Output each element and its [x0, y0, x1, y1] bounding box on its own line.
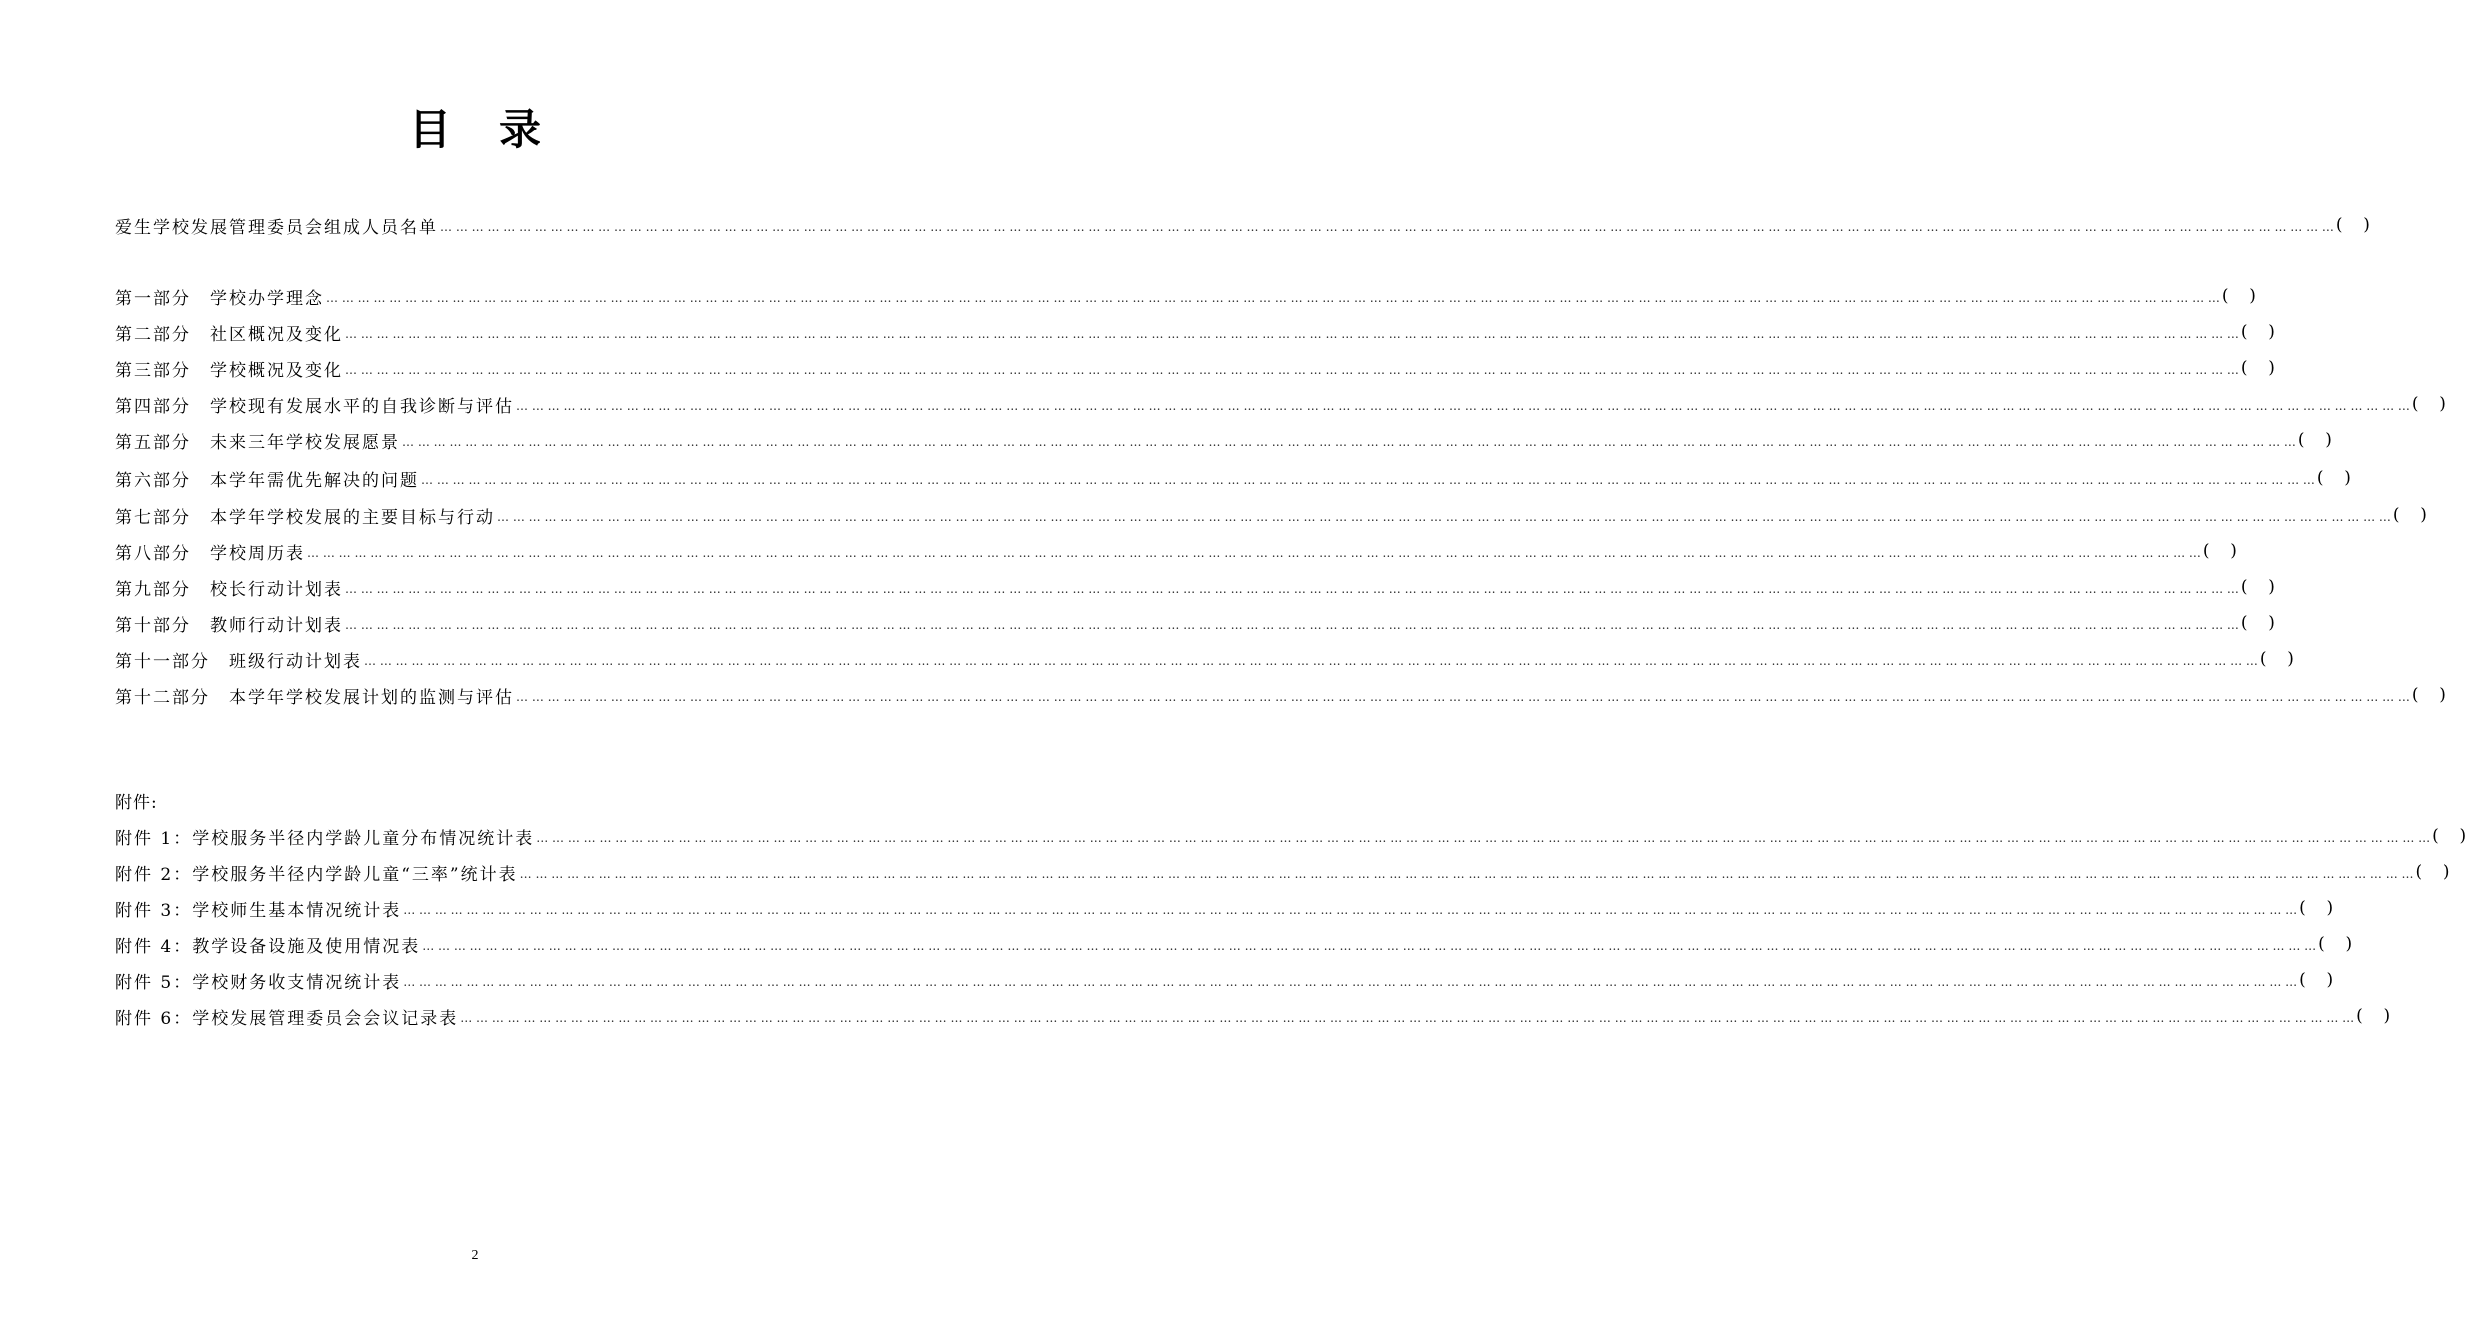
toc-entry	[115, 535, 2237, 567]
page-ref-parentheses	[2299, 898, 2333, 918]
toc-entry	[115, 679, 2446, 711]
toc-entry-section: 第八部分	[115, 543, 210, 564]
toc-entry-section: 附件 5：	[115, 972, 193, 993]
toc-entry-title: 教学设备设施及使用情况表	[192, 936, 421, 957]
toc-entry-title: 学校办学理念	[210, 288, 324, 309]
page-ref-parentheses	[2336, 215, 2370, 235]
toc-entry-section: 第一部分	[115, 288, 210, 309]
toc-entry-title: 未来三年学校发展愿景	[210, 432, 400, 453]
toc-entry-section: 第四部分	[115, 396, 210, 417]
paren-open: (	[2356, 1006, 2363, 1026]
paren-close: )	[2268, 322, 2275, 342]
paren-close: )	[2268, 577, 2275, 597]
toc-entry	[115, 280, 2256, 312]
dot-leader: … … … … … … … … … … … … … … … … … … … … … … … … … … … … … … … … … … … … … … … … … … … … … … … … … … … … … … … … … … … … … … … … … … … … … … … … … … … … … … … … … … … … … … … … … … … … … … … … … … … … … … … … … … … … … … … … … … … … … … … …	[403, 903, 2298, 917]
page-ref-parentheses	[2203, 541, 2237, 561]
paren-open: (	[2432, 826, 2439, 846]
paren-open: (	[2318, 934, 2325, 954]
page-ref-parentheses	[2298, 430, 2332, 450]
toc-entry-title: 本学年学校发展的主要目标与行动	[210, 507, 495, 528]
toc-entry	[115, 892, 2334, 924]
page-ref-parentheses	[2241, 358, 2275, 378]
page-title: 目录	[408, 105, 589, 154]
page-ref-parentheses	[2412, 394, 2446, 414]
dot-leader: … … … … … … … … … … … … … … … … … … … … … … … … … … … … … … … … … … … … … … … … … … … … … … … … … … … … … … … … … … … … … … … … … … … … … … … … … … … … … … … … … … … … … … … … … … … … … … … … … … … … … … … … … … … … … … … … … … … … … … … …	[345, 618, 2239, 632]
toc-entry	[115, 571, 2275, 603]
toc-entry-title: 本学年需优先解决的问题	[210, 470, 419, 491]
toc-entry-section: 第七部分	[115, 507, 210, 528]
paren-close: )	[2363, 215, 2370, 235]
page-ref-parentheses	[2412, 685, 2446, 705]
toc-entry	[115, 388, 2446, 420]
page-number: 2	[471, 1248, 479, 1263]
toc-entry-title: 学校师生基本情况统计表	[192, 900, 402, 921]
paren-close: )	[2326, 898, 2334, 918]
toc-entry	[115, 1000, 2391, 1032]
paren-close: )	[2268, 358, 2275, 378]
toc-entry-title: 学校财务收支情况统计表	[192, 972, 402, 993]
paren-close: )	[2344, 468, 2351, 488]
dot-leader: … … … … … … … … … … … … … … … … … … … … … … … … … … … … … … … … … … … … … … … … … … … … … … … … … … … … … … … … … … … … … … … … … … … … … … … … … … … … … … … … … … … … … … … … … … … … … … … … … … … … … … … … … … … … … … … … … … … … … … … …	[402, 435, 2296, 449]
toc-entry	[115, 643, 2294, 675]
paren-open: (	[2240, 358, 2248, 378]
toc-entry	[115, 964, 2334, 996]
page-ref-parentheses	[2318, 934, 2352, 954]
paren-open: (	[2221, 286, 2229, 306]
toc-entry-section: 附件 4：	[115, 936, 193, 957]
paren-open: (	[2335, 215, 2343, 235]
paren-open: (	[2240, 613, 2248, 633]
page-ref-parentheses	[2241, 577, 2275, 597]
dot-leader: … … … … … … … … … … … … … … … … … … … … … … … … … … … … … … … … … … … … … … … … … … … … … … … … … … … … … … … … … … … … … … … … … … … … … … … … … … … … … … … … … … … … … … … … … … … … … … … … … … … … … … … … … … … … … … … … … … … … … … … …	[516, 690, 2410, 704]
page-ref-parentheses	[2299, 970, 2333, 990]
toc-entry-title: 班级行动计划表	[229, 651, 362, 672]
toc-entry-title: 学校服务半径内学龄儿童分布情况统计表	[192, 828, 535, 849]
paren-open: (	[2411, 394, 2419, 414]
dot-leader: … … … … … … … … … … … … … … … … … … … … … … … … … … … … … … … … … … … … … … … … … … … … … … … … … … … … … … … … … … … … … … … … … … … … … … … … … … … … … … … … … … … … … … … … … … … … … … … … … … … … … … … … … … … … … … … … … … … … … … … …	[519, 867, 2414, 881]
paren-close: )	[2439, 685, 2446, 705]
paren-close: )	[2287, 649, 2294, 669]
toc-entry	[115, 928, 2353, 960]
dot-leader: … … … … … … … … … … … … … … … … … … … … … … … … … … … … … … … … … … … … … … … … … … … … … … … … … … … … … … … … … … … … … … … … … … … … … … … … … … … … … … … … … … … … … … … … … … … … … … … … … … … … … … … … … … … … … … … … … … … … … … … …	[460, 1011, 2355, 1025]
dot-leader: … … … … … … … … … … … … … … … … … … … … … … … … … … … … … … … … … … … … … … … … … … … … … … … … … … … … … … … … … … … … … … … … … … … … … … … … … … … … … … … … … … … … … … … … … … … … … … … … … … … … … … … … … … … … … … … … … … … … … … … …	[307, 546, 2201, 560]
paren-open: (	[2299, 898, 2306, 918]
toc-entry-section: 第十二部分	[115, 687, 229, 708]
toc-entry-section: 第六部分	[115, 470, 210, 491]
toc-entry	[115, 352, 2275, 384]
paren-close: )	[2249, 286, 2256, 306]
paren-open: (	[2297, 430, 2305, 450]
dot-leader: … … … … … … … … … … … … … … … … … … … … … … … … … … … … … … … … … … … … … … … … … … … … … … … … … … … … … … … … … … … … … … … … … … … … … … … … … … … … … … … … … … … … … … … … … … … … … … … … … … … … … … … … … … … … … … … … … … … … … … … …	[421, 473, 2315, 487]
paren-close: )	[2439, 394, 2446, 414]
page-ref-parentheses	[2432, 826, 2466, 846]
page-ref-parentheses	[2260, 649, 2294, 669]
paren-open: (	[2259, 649, 2267, 669]
toc-entry-title: 学校现有发展水平的自我诊断与评估	[210, 396, 514, 417]
toc-entry-title: 社区概况及变化	[210, 324, 343, 345]
toc-entry-title: 校长行动计划表	[210, 579, 343, 600]
toc-entry-section: 第十一部分	[115, 651, 229, 672]
toc-entry-title: 学校周历表	[210, 543, 305, 564]
dot-leader: … … … … … … … … … … … … … … … … … … … … … … … … … … … … … … … … … … … … … … … … … … … … … … … … … … … … … … … … … … … … … … … … … … … … … … … … … … … … … … … … … … … … … … … … … … … … … … … … … … … … … … … … … … … … … … … … … … … … … … … …	[403, 975, 2298, 989]
paren-close: )	[2325, 430, 2332, 450]
toc-entry	[115, 424, 2332, 456]
paren-open: (	[2411, 685, 2419, 705]
dot-leader: … … … … … … … … … … … … … … … … … … … … … … … … … … … … … … … … … … … … … … … … … … … … … … … … … … … … … … … … … … … … … … … … … … … … … … … … … … … … … … … … … … … … … … … … … … … … … … … … … … … … … … … … … … … … … … … … … … … … … … … …	[364, 654, 2258, 668]
toc-entry-section: 第十部分	[115, 615, 210, 636]
paren-close: )	[2345, 934, 2353, 954]
paren-close: )	[2442, 862, 2450, 882]
paren-close: )	[2459, 826, 2466, 846]
toc-entry-title: 教师行动计划表	[210, 615, 343, 636]
paren-close: )	[2230, 541, 2237, 561]
toc-entry-title: 本学年学校发展计划的监测与评估	[229, 687, 514, 708]
toc-entry-title: 爱生学校发展管理委员会组成人员名单	[115, 217, 438, 238]
toc-entry-section: 附件 3：	[115, 900, 193, 921]
toc-entry	[115, 607, 2275, 639]
dot-leader: … … … … … … … … … … … … … … … … … … … … … … … … … … … … … … … … … … … … … … … … … … … … … … … … … … … … … … … … … … … … … … … … … … … … … … … … … … … … … … … … … … … … … … … … … … … … … … … … … … … … … … … … … … … … … … … … … … … … … … … …	[440, 220, 2334, 234]
toc-entry-section: 附件 2：	[115, 864, 193, 885]
paren-open: (	[2316, 468, 2324, 488]
paren-close: )	[2420, 505, 2427, 525]
toc-entry-section: 第五部分	[115, 432, 210, 453]
page-ref-parentheses	[2241, 322, 2275, 342]
page-ref-parentheses	[2241, 613, 2275, 633]
paren-open: (	[2240, 322, 2248, 342]
toc-entry-section: 第三部分	[115, 360, 210, 381]
paren-close: )	[2268, 613, 2275, 633]
toc-entry-title: 学校服务半径内学龄儿童“三率”统计表	[192, 864, 518, 885]
page-ref-parentheses	[2222, 286, 2256, 306]
dot-leader: … … … … … … … … … … … … … … … … … … … … … … … … … … … … … … … … … … … … … … … … … … … … … … … … … … … … … … … … … … … … … … … … … … … … … … … … … … … … … … … … … … … … … … … … … … … … … … … … … … … … … … … … … … … … … … … … … … … … … … … …	[422, 939, 2317, 953]
paren-open: (	[2392, 505, 2400, 525]
paren-open: (	[2202, 541, 2210, 561]
toc-entry-section: 第九部分	[115, 579, 210, 600]
page-ref-parentheses	[2416, 862, 2450, 882]
toc-entry	[115, 462, 2351, 494]
toc-entry-title: 学校发展管理委员会会议记录表	[192, 1008, 459, 1029]
paren-open: (	[2240, 577, 2248, 597]
toc-entry	[115, 499, 2427, 531]
page-ref-parentheses	[2393, 505, 2427, 525]
paren-open: (	[2415, 862, 2423, 882]
page-ref-parentheses	[2317, 468, 2351, 488]
dot-leader: … … … … … … … … … … … … … … … … … … … … … … … … … … … … … … … … … … … … … … … … … … … … … … … … … … … … … … … … … … … … … … … … … … … … … … … … … … … … … … … … … … … … … … … … … … … … … … … … … … … … … … … … … … … … … … … … … … … … … … … …	[516, 399, 2410, 413]
paren-open: (	[2299, 970, 2306, 990]
paren-close: )	[2326, 970, 2334, 990]
attachments-heading: 附件:	[115, 793, 158, 813]
dot-leader: … … … … … … … … … … … … … … … … … … … … … … … … … … … … … … … … … … … … … … … … … … … … … … … … … … … … … … … … … … … … … … … … … … … … … … … … … … … … … … … … … … … … … … … … … … … … … … … … … … … … … … … … … … … … … … … … … … … … … … … …	[345, 363, 2239, 377]
toc-entry	[115, 856, 2450, 888]
dot-leader: … … … … … … … … … … … … … … … … … … … … … … … … … … … … … … … … … … … … … … … … … … … … … … … … … … … … … … … … … … … … … … … … … … … … … … … … … … … … … … … … … … … … … … … … … … … … … … … … … … … … … … … … … … … … … … … … … … … … … … … …	[536, 831, 2431, 845]
paren-close: )	[2383, 1006, 2391, 1026]
toc-entry	[115, 820, 2466, 852]
toc-entry-title: 学校概况及变化	[210, 360, 343, 381]
toc-entry-section: 附件 6：	[115, 1008, 193, 1029]
toc-entry-section: 第二部分	[115, 324, 210, 345]
toc-entry-section: 附件 1：	[115, 828, 193, 849]
toc-entry	[115, 316, 2275, 348]
dot-leader: … … … … … … … … … … … … … … … … … … … … … … … … … … … … … … … … … … … … … … … … … … … … … … … … … … … … … … … … … … … … … … … … … … … … … … … … … … … … … … … … … … … … … … … … … … … … … … … … … … … … … … … … … … … … … … … … … … … … … … … …	[345, 327, 2239, 341]
toc-entry	[115, 209, 2370, 241]
page-ref-parentheses	[2356, 1006, 2390, 1026]
dot-leader: … … … … … … … … … … … … … … … … … … … … … … … … … … … … … … … … … … … … … … … … … … … … … … … … … … … … … … … … … … … … … … … … … … … … … … … … … … … … … … … … … … … … … … … … … … … … … … … … … … … … … … … … … … … … … … … … … … … … … … … …	[497, 510, 2391, 524]
dot-leader: … … … … … … … … … … … … … … … … … … … … … … … … … … … … … … … … … … … … … … … … … … … … … … … … … … … … … … … … … … … … … … … … … … … … … … … … … … … … … … … … … … … … … … … … … … … … … … … … … … … … … … … … … … … … … … … … … … … … … … … …	[326, 291, 2220, 305]
dot-leader: … … … … … … … … … … … … … … … … … … … … … … … … … … … … … … … … … … … … … … … … … … … … … … … … … … … … … … … … … … … … … … … … … … … … … … … … … … … … … … … … … … … … … … … … … … … … … … … … … … … … … … … … … … … … … … … … … … … … … … … …	[345, 582, 2239, 596]
